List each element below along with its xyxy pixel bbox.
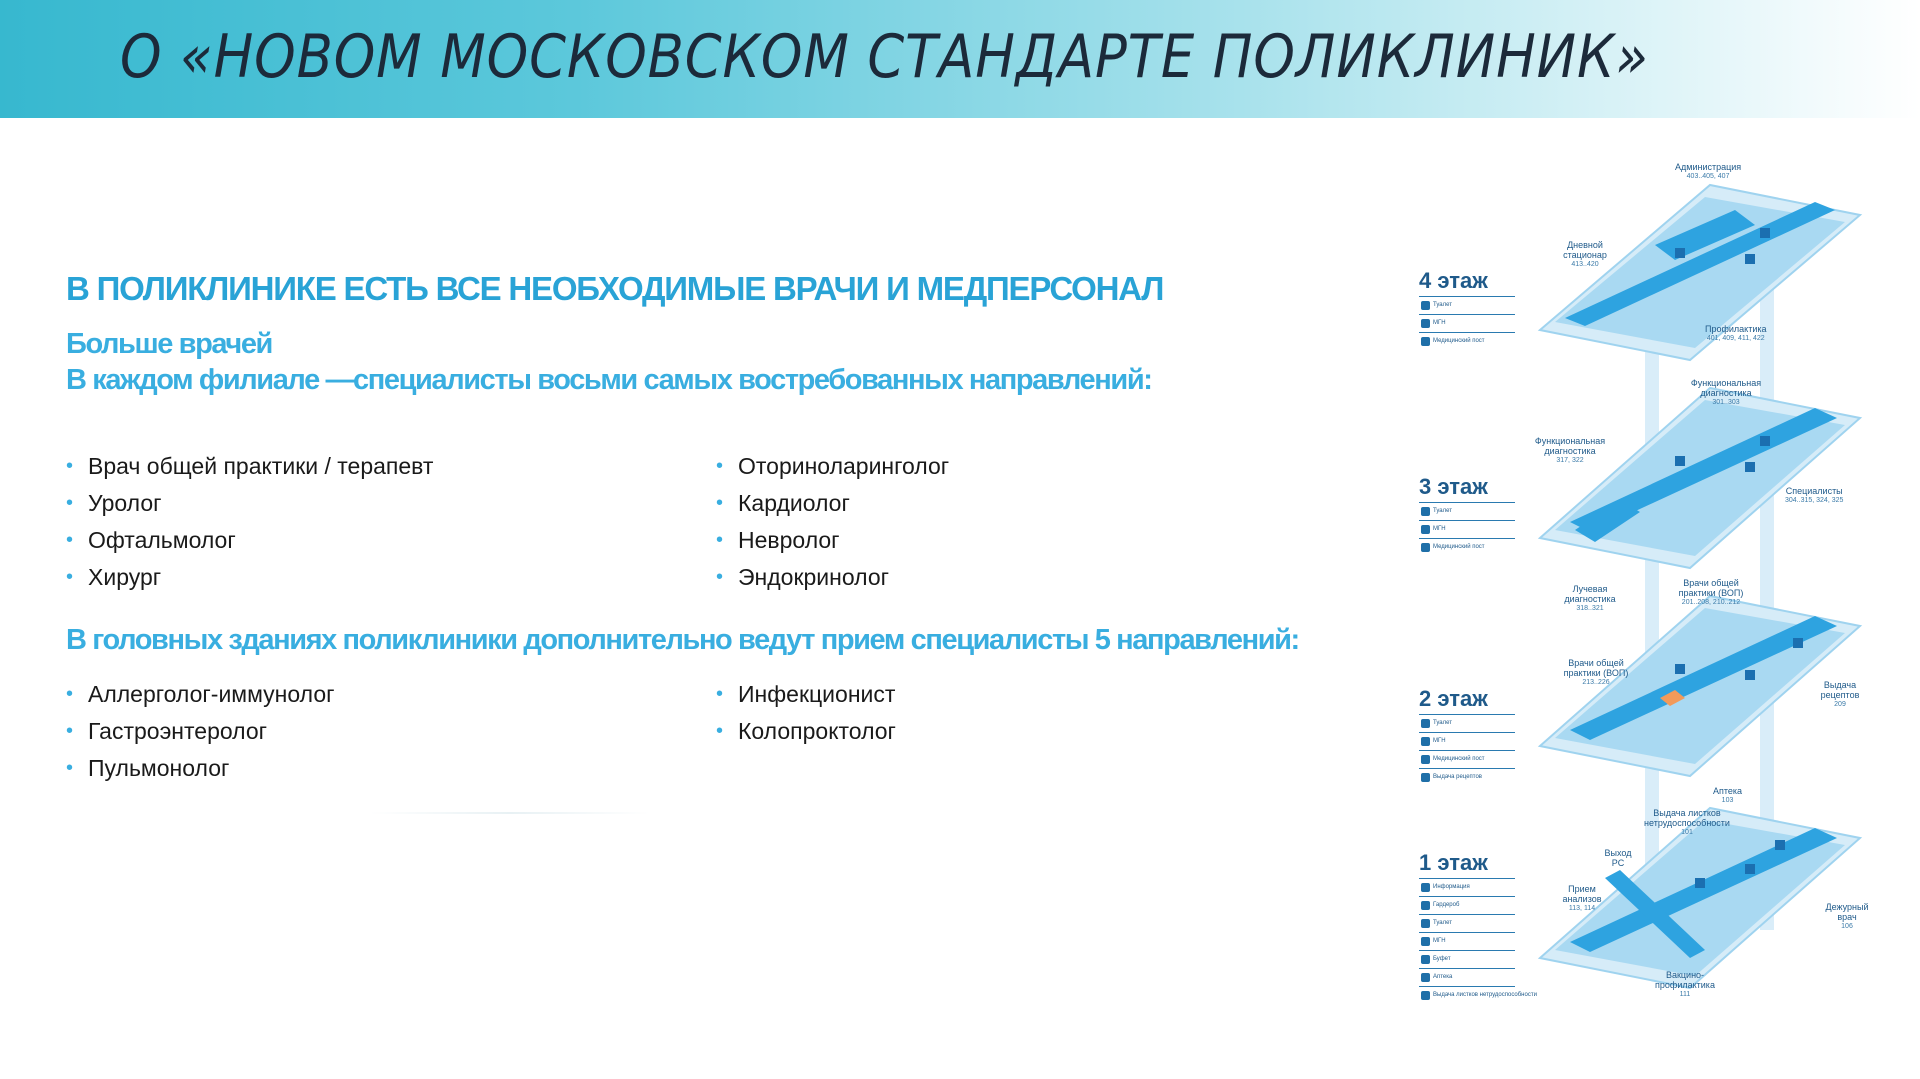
legend-item: Гардероб	[1419, 896, 1515, 914]
callout-radiology: Лучевая диагностика 318..321	[1564, 584, 1616, 612]
callout-func-diag-left: Функциональная диагностика 317, 322	[1534, 436, 1606, 464]
list-item: • Эндокринолог	[716, 559, 949, 596]
floor-3-label: 3 этаж	[1419, 474, 1488, 499]
callout-gp-left: Врачи общей практики (ВОП) 213..226	[1563, 658, 1629, 686]
legend-item: Туалет	[1419, 914, 1515, 932]
callout-prescriptions: Выдача рецептов 209	[1820, 680, 1860, 708]
legend-item: Аптека	[1419, 968, 1515, 986]
list-item: • Пульмонолог	[66, 750, 335, 787]
floor-4-slab	[1540, 185, 1860, 360]
list-item: • Оториноларинголог	[716, 448, 949, 485]
list-item: • Невролог	[716, 522, 949, 559]
divider	[370, 812, 650, 814]
list-item: • Кардиолог	[716, 485, 949, 522]
floor-1-label: 1 этаж	[1419, 850, 1488, 875]
floor-1-legend	[1419, 878, 1537, 1004]
floor-4-label: 4 этаж	[1419, 268, 1488, 293]
legend-item: Туалет	[1419, 714, 1515, 732]
specialists-list-right	[716, 448, 949, 596]
legend-item: Туалет	[1419, 296, 1515, 314]
list-item: • Уролог	[66, 485, 433, 522]
floor-2-legend	[1419, 714, 1515, 786]
callout-sick-leave: Выдача листков нетрудоспособности 101	[1644, 808, 1730, 836]
legend-item: Медицинский пост	[1419, 332, 1515, 350]
subheading-eight-directions: В каждом филиале —специалисты восьми самых востребованных направлений:	[66, 364, 1152, 396]
legend-item: МГН	[1419, 732, 1515, 750]
callout-exit: Выход РС	[1604, 848, 1632, 868]
callout-admin: Администрация 403..405, 407	[1675, 162, 1742, 180]
main-heading: В ПОЛИКЛИНИКЕ ЕСТЬ ВСЕ НЕОБХОДИМЫЕ ВРАЧИ И МЕДПЕРСОНАЛ	[66, 270, 1164, 307]
additional-list-right	[716, 676, 896, 750]
callout-vaccination: Вакцино-профилактика 111	[1655, 970, 1715, 998]
list-item: • Инфекционист	[716, 676, 896, 713]
additional-list-left	[66, 676, 335, 787]
callout-func-diag-right: Функциональная диагностика 301..303	[1690, 378, 1762, 406]
subheading-more-doctors: Больше врачей	[66, 328, 272, 360]
floor-3-slab	[1540, 388, 1860, 568]
floor-4-legend	[1419, 296, 1515, 350]
list-item: • Аллерголог-иммунолог	[66, 676, 335, 713]
legend-item: Туалет	[1419, 502, 1515, 520]
list-item: • Врач общей практики / терапевт	[66, 448, 433, 485]
specialists-list-left	[66, 448, 433, 596]
legend-item: МГН	[1419, 932, 1515, 950]
callout-tests: Прием анализов 113, 114	[1562, 884, 1602, 912]
legend-item: Выдача листков нетрудоспособности	[1419, 986, 1515, 1004]
callout-specialists: Специалисты 304..315, 324, 325	[1785, 486, 1844, 504]
legend-item: Медицинский пост	[1419, 750, 1515, 768]
callout-pharmacy: Аптека 103	[1713, 786, 1743, 804]
legend-item: МГН	[1419, 314, 1515, 332]
list-item: • Хирург	[66, 559, 433, 596]
legend-item: Выдача рецептов	[1419, 768, 1515, 786]
list-item: • Колопроктолог	[716, 713, 896, 750]
callout-prevention: Профилактика 401, 409, 411, 422	[1705, 324, 1767, 342]
callout-gp-right: Врачи общей практики (ВОП) 201..208, 210..212	[1678, 578, 1744, 606]
legend-item: Медицинский пост	[1419, 538, 1515, 556]
legend-item: Информация	[1419, 878, 1515, 896]
list-item: • Гастроэнтеролог	[66, 713, 335, 750]
page-title: О «НОВОМ МОСКОВСКОМ СТАНДАРТЕ ПОЛИКЛИНИК»	[120, 22, 1649, 92]
legend-item: МГН	[1419, 520, 1515, 538]
legend-item: Буфет	[1419, 950, 1515, 968]
floor-plan	[1405, 150, 1885, 1020]
title-banner	[0, 0, 1920, 118]
floor-3-legend	[1419, 502, 1515, 556]
floor-2-label: 2 этаж	[1419, 686, 1488, 711]
subheading-head-buildings: В головных зданиях поликлиники дополнительно ведут прием специалисты 5 направлений:	[66, 624, 1299, 656]
list-item: • Офтальмолог	[66, 522, 433, 559]
callout-duty-doctor: Дежурный врач 106	[1825, 902, 1869, 930]
callout-day-hospital: Дневной стационар 413..420	[1563, 240, 1607, 268]
